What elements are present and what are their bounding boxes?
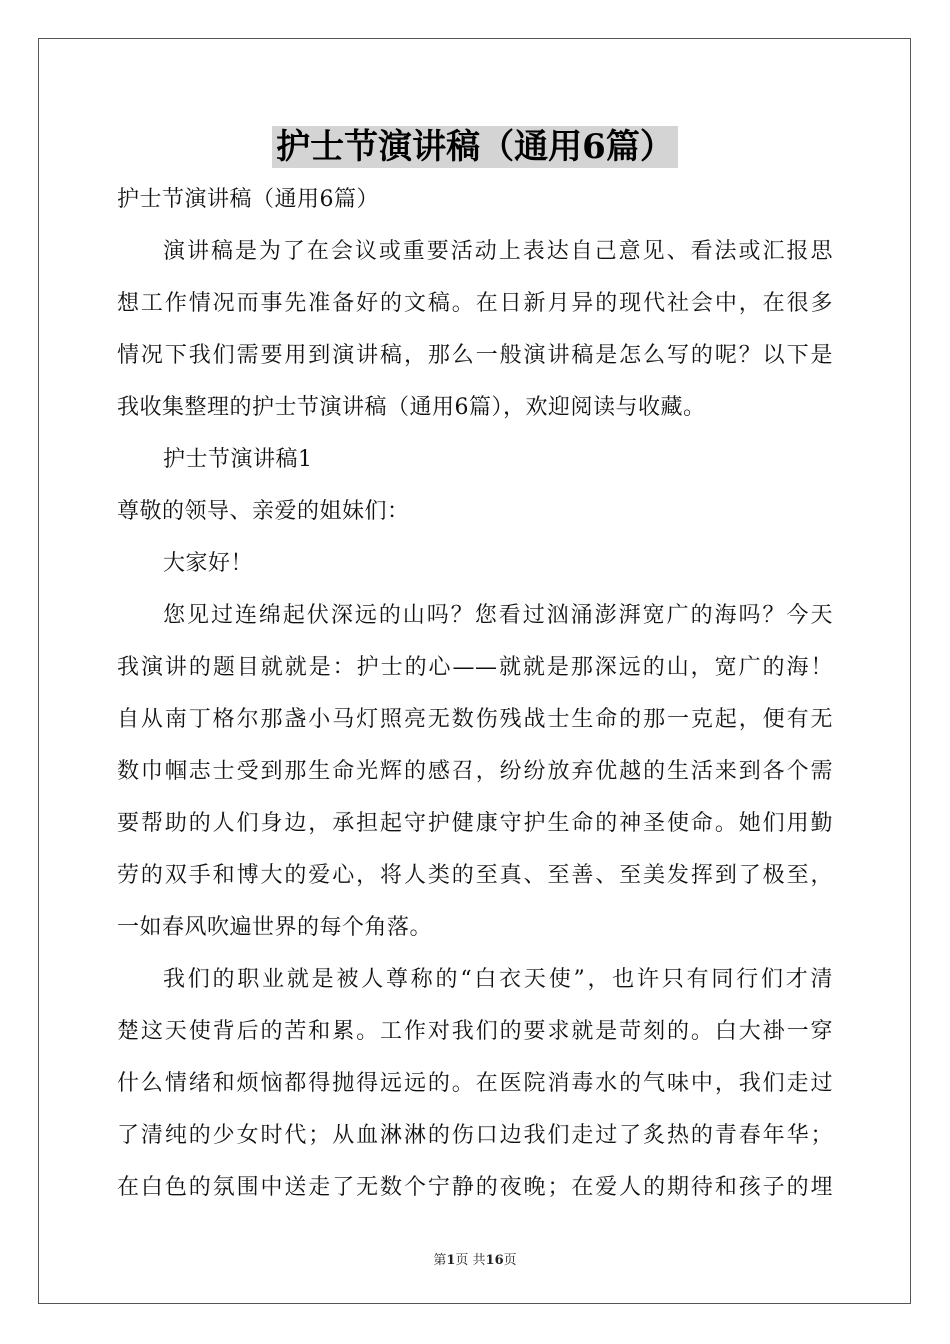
subtitle-line: 护士节演讲稿（通用6篇） bbox=[117, 187, 379, 212]
greeting-line: 大家好！ bbox=[163, 551, 254, 576]
paragraph-line: 一如春风吹遍世界的每个角落。 bbox=[117, 915, 433, 940]
paragraph-line: 我演讲的题目就就是：护士的心——就就是那深远的山，宽广的海！ bbox=[117, 655, 833, 680]
paragraph-line: 在白色的氛围中送走了无数个宁静的夜晚；在爱人的期待和孩子的埋 bbox=[117, 1175, 833, 1200]
document-title-block bbox=[0, 126, 950, 168]
paragraph-line: 要帮助的人们身边，承担起守护健康守护生命的神圣使命。她们用勤 bbox=[117, 811, 833, 836]
document-title: 护士节演讲稿（通用6篇） bbox=[272, 126, 678, 168]
paragraph-line: 您见过连绵起伏深远的山吗？您看过汹涌澎湃宽广的海吗？今天 bbox=[163, 603, 833, 628]
paragraph-line: 自从南丁格尔那盏小马灯照亮无数伤残战士生命的那一克起，便有无 bbox=[117, 707, 833, 732]
salutation-line: 尊敬的领导、亲爱的姐妹们： bbox=[117, 499, 410, 524]
paragraph-line: 我们的职业就是被人尊称的“白衣天使”，也许只有同行们才清 bbox=[163, 967, 833, 992]
paragraph-line: 了清纯的少女时代；从血淋淋的伤口边我们走过了炙热的青春年华； bbox=[117, 1123, 833, 1148]
paragraph-line: 数巾帼志士受到那生命光辉的感召，纷纷放弃优越的生活来到各个需 bbox=[117, 759, 833, 784]
footer-page-mid: 页 共 bbox=[455, 1253, 486, 1268]
paragraph-line: 什么情绪和烦恼都得抛得远远的。在医院消毒水的气味中，我们走过 bbox=[117, 1071, 833, 1096]
page-footer bbox=[0, 1249, 950, 1268]
paragraph-line: 劳的双手和博大的爱心，将人类的至真、至善、至美发挥到了极至， bbox=[117, 863, 833, 888]
paragraph-line: 想工作情况而事先准备好的文稿。在日新月异的现代社会中，在很多 bbox=[117, 291, 833, 316]
document-body bbox=[117, 178, 833, 1210]
section-heading: 护士节演讲稿1 bbox=[163, 447, 313, 472]
footer-total-pages: 16 bbox=[485, 1253, 504, 1268]
footer-current-page: 1 bbox=[446, 1253, 456, 1268]
paragraph-line: 情况下我们需要用到演讲稿，那么一般演讲稿是怎么写的呢？以下是 bbox=[117, 343, 833, 368]
paragraph-line: 楚这天使背后的苦和累。工作对我们的要求就是苛刻的。白大褂一穿 bbox=[117, 1019, 833, 1044]
footer-page-prefix: 第 bbox=[433, 1253, 447, 1268]
footer-page-suffix: 页 bbox=[503, 1253, 517, 1268]
paragraph-line: 我收集整理的护士节演讲稿（通用6篇），欢迎阅读与收藏。 bbox=[117, 395, 706, 420]
paragraph-line: 演讲稿是为了在会议或重要活动上表达自己意见、看法或汇报思 bbox=[163, 239, 833, 264]
